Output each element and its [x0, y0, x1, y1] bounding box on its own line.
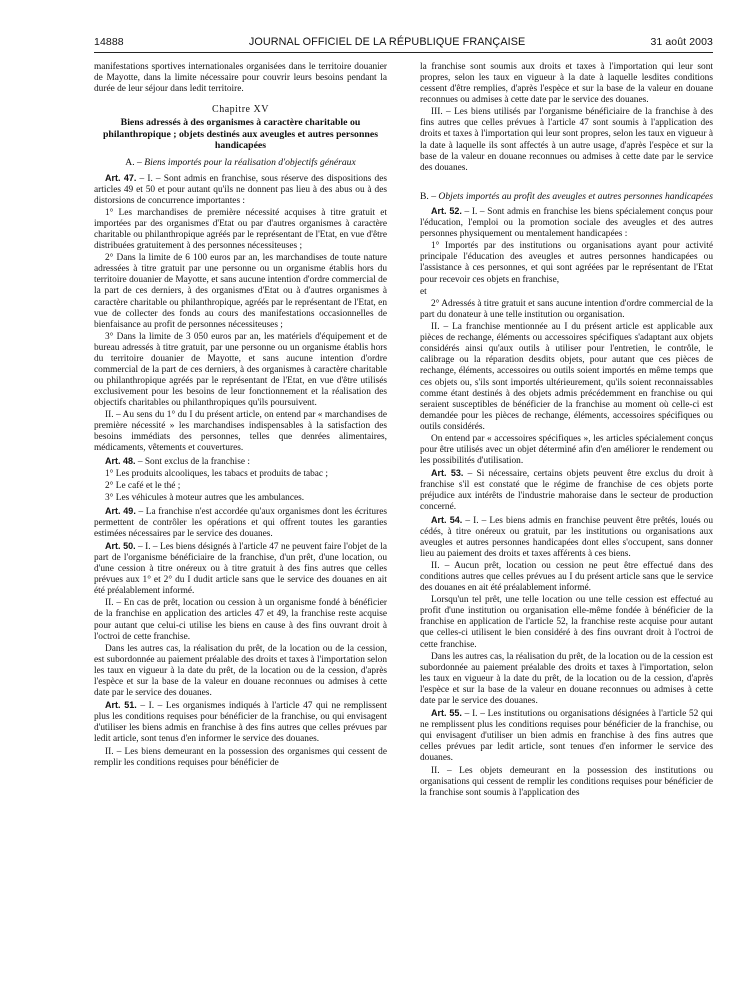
paragraph: 1° Les marchandises de première nécessité acquises à titre gratuit et importées par des organismes d'Etat ou par d'autres organismes à caractère charitable ou philanthropique agréés par le représentant de l'Etat, en vue d'être distribuées gratuitement à des personnes nécessiteuses ;: [94, 207, 387, 252]
article-label: Art. 52.: [431, 206, 462, 217]
paragraph: III. – Les biens utilisés par l'organisme bénéficiaire de la franchise à des fins autres que celles prévues à l'article 47 sont soumis à l'application des droits et taxes à l'importation qui leur sont propres, selon les taux en vigueur à la date à laquelle ils sont affectés à un autre usage, d'après l'espèce et sur la base de la valeur en douane reconnues ou admises à cette date par le service des douanes.: [420, 107, 713, 173]
paragraph: 2° Adressés à titre gratuit et sans aucune intention d'ordre commercial de la part du donateur à une telle institution ou organisation.: [420, 298, 713, 321]
paragraph: 2° Le café et le thé ;: [105, 481, 181, 492]
paragraph: et: [420, 286, 427, 297]
text-columns: [94, 62, 713, 800]
article-label: Art. 54.: [431, 514, 463, 525]
article-label: Art. 55.: [431, 708, 462, 719]
left-column: [94, 62, 387, 800]
page-header: [94, 36, 713, 53]
paragraph: Dans les autres cas, la réalisation du prêt, de la location ou de la cession, est subordonnée au paiement préalable des droits et taxes à l'importation selon les taux en vigueur à la date du prêt, de la location ou de la cession, d'après l'espèce et sur la base de la valeur en douane reconnues ou admises à cette date par le service des douanes.: [94, 643, 387, 698]
section-heading-a: [94, 157, 387, 168]
article-51: [94, 700, 387, 745]
paragraph: 3° Dans la limite de 3 050 euros par an, les matériels d'équipement et de bureau adressés à titre gratuit, par une personne ou un organisme établis hors du territoire douanier de Mayotte, et sans aucune intention d'ordre commercial de la part de ces derniers, à des organismes à caractère charitable ou philanthropique agréés par le représentant de l'Etat, en vue d'être utilisés exclusivement pour les besoins de leur fonctionnement et la réalisation des objectifs charitables ou philanthropiques qu'ils poursuivent.: [94, 331, 387, 409]
article-text: – I. – Les biens admis en franchise peuvent être prêtés, loués ou cédés, à titre onéreux ou gratuit, par les institutions ou organisations aux aveugles et autres personnes handicapées dont elles s'occupent, sans donner lieu au paiement des droits et taxes afférents à ces biens.: [420, 515, 714, 559]
section-letter: A. –: [125, 157, 142, 169]
article-label: Art. 51.: [105, 700, 137, 711]
paragraph: II. – Les biens demeurant en la possession des organismes qui cessent de remplir les conditions requises pour bénéficier de: [94, 746, 387, 768]
paragraph: II. – La franchise mentionnée au I du présent article est applicable aux pièces de rechange, éléments ou accessoires spécifiques s'adaptant aux objets considérés ainsi qu'aux outils à utiliser pour l'entretien, le contrôle, le calibrage ou la réparation desdits objets, pour autant que ces pièces de rechange, éléments, accessoires ou outils soient importés en même temps que ces objets ou, s'ils sont importés ultérieurement, qu'ils soient reconnaissables comme étant destinés à des objets admis précédemment en franchise ou qui seraient susceptibles de bénéficier de la franchise au moment où celle-ci est demandée pour les pièces de rechange, éléments, accessoires spécifiques ou outils considérés.: [420, 322, 713, 432]
article-50: [94, 541, 387, 597]
article-label: Art. 53.: [431, 468, 464, 479]
paragraph: la franchise sont soumis aux droits et taxes à l'importation qui leur sont propres, selon les taux en vigueur à la date à laquelle lesdites conditions cessent d'être remplies, d'après l'espèce et sur la base de la valeur en douane reconnues ou admises à cette date par le service des douanes.: [420, 62, 713, 106]
article-55: [420, 708, 713, 764]
article-label: Art. 48.: [105, 455, 136, 466]
article-text: – Si nécessaire, certains objets peuvent être exclus du droit à franchise s'il est constaté que le régime de franchise de ces objets porte préjudice aux intérêts de l'industrie mahoraise dans le secteur de production concerné.: [420, 469, 713, 513]
paragraph: On entend par « accessoires spécifiques », les articles spécialement conçus pour être utilisés avec un objet déterminé afin d'en améliorer le rendement ou les possibilités d'utilisation.: [420, 433, 713, 467]
paragraph: manifestations sportives internationales organisées dans le territoire douanier de Mayotte, dans la limite nécessaire pour couvrir leurs besoins pendant la durée de leur séjour dans ledit territoire.: [94, 62, 387, 95]
paragraph: II. – En cas de prêt, location ou cession à un organisme fondé à bénéficier de la franchise en application des articles 47 et 49, la franchise reste acquise pour autant que celui-ci utilise les biens en cause à des fins ouvrant droit à l'octroi de cette franchise.: [94, 598, 387, 642]
article-text: – La franchise n'est accordée qu'aux organismes dont les écritures permettent de contrôler les opérations et qui offrent toutes les garanties estimées nécessaires par le service des douanes.: [94, 506, 387, 539]
article-text: – Sont exclus de la franchise :: [135, 456, 250, 467]
article-49: [94, 506, 387, 540]
paragraph: 1° Importés par des institutions ou organisations ayant pour activité principale l'éducation des aveugles et autres personnes handicapées ou l'assistance à ces personnes, et qui sont agréées par le représentant de l'Etat pour recevoir ces objets en franchise,: [420, 241, 713, 285]
section-title: Objets importés au profit des aveugles et autres personnes handicapées: [438, 190, 713, 202]
article-47: [94, 173, 387, 207]
paragraph: Dans les autres cas, la réalisation du prêt, de la location ou de la cession est subordonnée au paiement préalable des droits et taxes à l'importation, selon les taux en vigueur à la date du prêt, de la location ou de la cession, d'après l'espèce et sur la base de la valeur en douane reconnues ou admises à cette date par le service des douanes.: [420, 651, 713, 706]
paragraph: Lorsqu'un tel prêt, une telle location ou une telle cession est effectué au profit d'une institution ou organisation elle-même fondée à bénéficier de la franchise en application de l'article 52, la franchise reste acquise pour autant que celles-ci utilisent le bien considéré à des fins ouvrant droit à l'octroi de cette franchise.: [420, 595, 713, 650]
section-heading-b: [420, 191, 713, 202]
article-label: Art. 50.: [105, 540, 136, 551]
spacer: [420, 175, 713, 185]
right-column: [420, 62, 713, 800]
paragraph: II. – Les objets demeurant en la possession des institutions ou organisations qui cessent de remplir les conditions requises pour bénéficier de la franchise sont soumis à l'application des: [420, 765, 713, 798]
page-number: 14888: [94, 36, 124, 48]
article-54: [420, 515, 713, 560]
article-53: [420, 468, 713, 513]
article-text: – I. – Les biens désignés à l'article 47 ne peuvent faire l'objet de la part de l'organisme bénéficiaire de la franchise, d'un prêt, d'une location, ou d'une cession à titre onéreux ou à titre gratuit à des fins autres que celles prévues aux 1° et 2° du I dudit article sans que le service des douanes en ait été préalablement informé.: [94, 541, 388, 597]
article-text: – I. – Sont admis en franchise, sous réserve des dispositions des articles 49 et 50 et pour autant qu'ils ne donnent pas lieu à des abus ou à des distorsions de concurrence importantes :: [94, 173, 388, 206]
section-title: Biens importés pour la réalisation d'objectifs généraux: [144, 157, 356, 169]
article-48: [94, 456, 387, 468]
chapter-title: Biens adressés à des organismes à caractère charitable ou philanthropique ; objets destinés aux aveugles et autres personnes handicapées: [102, 117, 379, 151]
article-52: [420, 206, 713, 240]
paragraph: 3° Les véhicules à moteur autres que les ambulances.: [105, 493, 305, 504]
journal-title: JOURNAL OFFICIEL DE LA RÉPUBLIQUE FRANÇAISE: [248, 36, 526, 48]
paragraph: II. – Aucun prêt, location ou cession ne peut être effectué dans des conditions autres que celles prévues au I du présent article sans que le service des douanes en ait été préalablement informé.: [420, 561, 713, 594]
chapter-label: Chapitre XV: [212, 104, 269, 116]
publication-date: 31 août 2003: [650, 36, 713, 48]
section-letter: B. –: [420, 190, 437, 202]
paragraph: 2° Dans la limite de 6 100 euros par an, les marchandises de toute nature adressées à titre gratuit par une personne ou un organisme établis hors du territoire douanier de Mayotte, et sans aucune intention d'ordre commercial de la part de ces derniers, à des organismes d'Etat ou à d'autres organismes à caractère charitable ou philanthropique, agréés par le représentant de l'Etat, en vue de collecter des fonds au cours des manifestations occasionnelles de bienfaisance au profit de personnes nécessiteuses ;: [94, 253, 387, 330]
article-label: Art. 47.: [105, 172, 137, 183]
article-text: – I. – Sont admis en franchise les biens spécialement conçus pour l'éducation, l'emploi ou la promotion sociale des aveugles et des autres personnes physiquement ou mentalement handicapées :: [420, 207, 713, 240]
paragraph: II. – Au sens du 1° du I du présent article, on entend par « marchandises de première nécessité » les marchandises indispensables à la satisfaction des besoins immédiats des personnes, telles que denrées alimentaires, médicaments, vêtements et couvertures.: [94, 410, 387, 454]
paragraph: 1° Les produits alcooliques, les tabacs et produits de tabac ;: [105, 468, 328, 479]
article-label: Art. 49.: [105, 505, 136, 516]
article-text: – I. – Les institutions ou organisations désignées à l'article 52 qui ne remplissent plus les conditions requises pour bénéficier de la franchise, ou qui envisagent d'utiliser un bien admis en franchise à des fins autres que celles prévues par ledit article, sont tenues d'en informer le service des douanes.: [420, 709, 713, 764]
article-text: – I. – Les organismes indiqués à l'article 47 qui ne remplissent plus les conditions requises pour bénéficier de la franchise, ou qui envisagent d'utiliser les biens admis en franchise à des fins autres que celles prévues par ledit article, sont tenus d'en informer le service des douanes.: [94, 701, 387, 745]
